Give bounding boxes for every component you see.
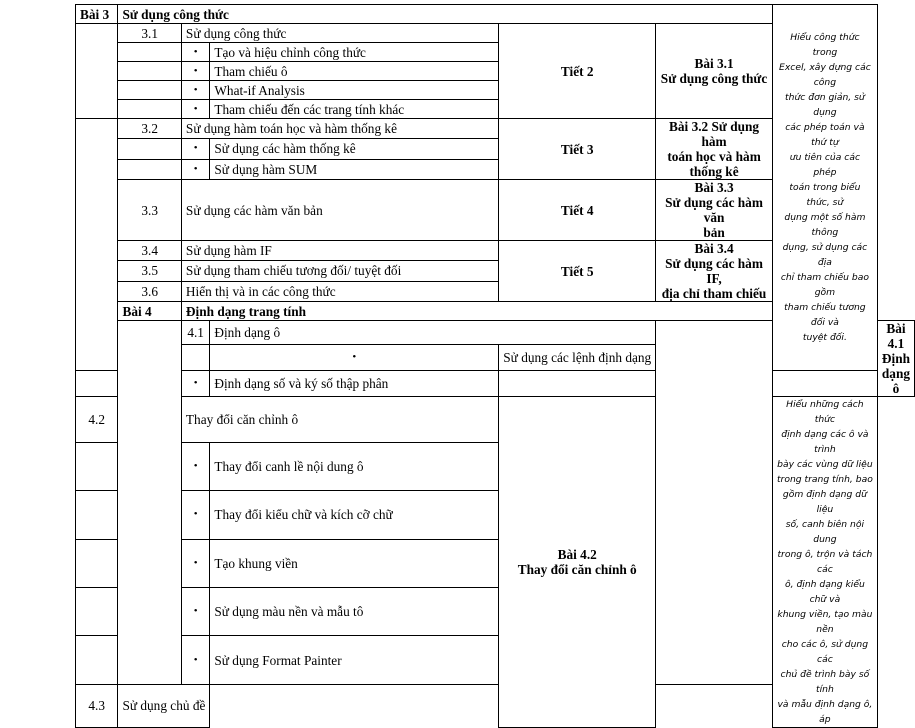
exercise-3-4: Bài 3.4 Sử dụng các hàm IF, địa chỉ tham chiếu <box>656 241 773 302</box>
section-title: Sử dụng hàm toán học và hàm thống kê <box>181 119 498 139</box>
section-title: Định dạng ô <box>210 321 656 345</box>
subtopic: Sử dụng Format Painter <box>210 636 499 684</box>
bullet-icon: • <box>181 62 209 81</box>
subtopic: Định dạng số và ký số thập phân <box>210 371 499 397</box>
subtopic: Thay đổi canh lề nội dung ô <box>210 442 499 490</box>
lesson-3-header-row <box>76 5 915 24</box>
period-label: Tiết 5 <box>499 241 656 302</box>
subtopic: Tham chiếu đến các trang tính khác <box>210 100 499 119</box>
period-label: Tiết 4 <box>499 180 656 241</box>
section-number: 3.6 <box>118 281 181 301</box>
lesson-4-objective-note: Hiểu những cách thức định dạng các ô và trình bày các vùng dữ liệu trong trang tính, bao gồm định dạng dữ liệu số, canh biên nội dung trong ô, trộn và tách các ô, định dạng kiểu chữ và khung viền, tạo màu nền cho các ô, sử dụng các chủ đề trình bày số tính và mẫu định dạng ô, áp <box>772 397 877 728</box>
subtopic: Sử dụng màu nền và mẫu tô <box>210 587 499 635</box>
lesson-4-title: Định dạng trang tính <box>181 302 772 321</box>
period-label: Tiết 2 <box>499 24 656 119</box>
bullet-icon: • <box>181 100 209 119</box>
section-title: Thay đổi căn chỉnh ô <box>181 397 498 443</box>
bullet-icon: • <box>181 491 209 539</box>
subtopic: Thay đổi kiểu chữ và kích cỡ chữ <box>210 491 499 539</box>
section-title: Sử dụng chủ đề <box>118 684 210 727</box>
subtopic: Sử dụng các lệnh định dạng <box>499 345 656 371</box>
subtopic: Tham chiếu ô <box>210 62 499 81</box>
exercise-3-2: Bài 3.2 Sử dụng hàm toán học và hàm thống kê <box>656 119 773 180</box>
section-title: Sử dụng tham chiếu tương đối/ tuyệt đối <box>181 261 498 281</box>
lesson-3-label: Bài 3 <box>76 5 118 24</box>
section-number: 3.4 <box>118 241 181 261</box>
exercise-3-3: Bài 3.3 Sử dụng các hàm văn bản <box>656 180 773 241</box>
exercise-3-1: Bài 3.1 Sử dụng công thức <box>656 24 773 119</box>
subtopic: What-if Analysis <box>210 81 499 100</box>
curriculum-table <box>75 4 915 728</box>
bullet-icon: • <box>210 345 499 371</box>
exercise-4-2: Bài 4.2 Thay đổi căn chỉnh ô <box>499 397 656 728</box>
section-title: Hiển thị và in các công thức <box>181 281 498 301</box>
bullet-icon: • <box>181 81 209 100</box>
bullet-icon: • <box>181 139 209 159</box>
exercise-4-1: Bài 4.1 Định dạng ô <box>877 321 914 397</box>
subtopic: Sử dụng hàm SUM <box>210 159 499 179</box>
lesson-3-objective-note: Hiểu công thức trong Excel, xây dựng các công thức đơn giản, sử dụng các phép toán và thứ tự ưu tiên của các phép toán trong biểu thức, sử dụng một số hàm thông dụng, sử dụng các địa chỉ tham chiếu bao gồm tham chiếu tương đối và tuyệt đối. <box>772 5 877 371</box>
bullet-icon: • <box>181 43 209 62</box>
section-number: 3.3 <box>118 180 181 241</box>
section-number: 3.5 <box>118 261 181 281</box>
bullet-icon: • <box>181 539 209 587</box>
section-title: Sử dụng công thức <box>181 24 498 43</box>
bullet-icon: • <box>181 442 209 490</box>
section-number: 4.2 <box>76 397 118 443</box>
lesson-4-label: Bài 4 <box>118 302 181 321</box>
table-row <box>76 371 915 397</box>
section-number: 4.3 <box>76 684 118 727</box>
section-title: Sử dụng các hàm văn bản <box>181 180 498 241</box>
subtopic: Tạo khung viền <box>210 539 499 587</box>
bullet-icon: • <box>181 587 209 635</box>
section-number: 3.2 <box>118 119 181 139</box>
bullet-icon: • <box>181 159 209 179</box>
subtopic: Tạo và hiệu chỉnh công thức <box>210 43 499 62</box>
section-title: Sử dụng hàm IF <box>181 241 498 261</box>
subtopic: Sử dụng các hàm thống kê <box>210 139 499 159</box>
section-number: 4.1 <box>181 321 209 345</box>
bullet-icon: • <box>181 371 209 397</box>
table-row <box>76 397 915 443</box>
period-label: Tiết 3 <box>499 119 656 180</box>
lesson-3-title: Sử dụng công thức <box>118 5 772 24</box>
section-number: 3.1 <box>118 24 181 43</box>
bullet-icon: • <box>181 636 209 684</box>
